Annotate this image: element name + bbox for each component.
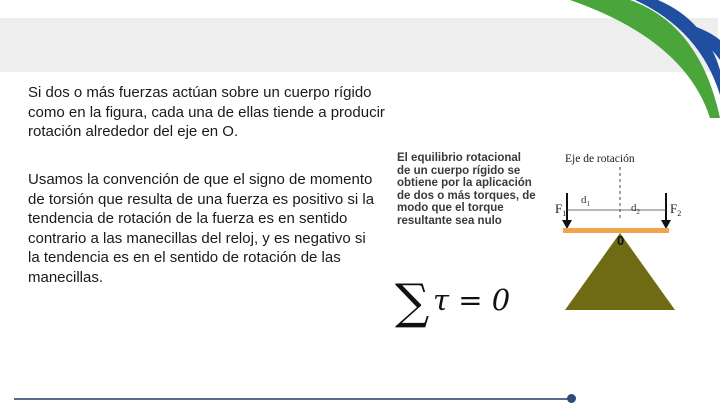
d2-label: $d_2$ — [631, 202, 640, 216]
rotation-axis-label: Eje de rotación — [565, 153, 635, 165]
force2-arrowhead — [661, 220, 671, 229]
d1-label: $d_1$ — [581, 194, 590, 208]
footer-dot-icon — [567, 394, 576, 403]
lever-beam — [563, 228, 669, 233]
force1-arrowhead — [562, 220, 572, 229]
intro-paragraph: Si dos o más fuerzas actúan sobre un cuerpo rígido como en la figura, cada una de ellas tiende a producir rotación alrededor del eje en O. — [28, 84, 385, 140]
footer-line — [14, 398, 572, 400]
pivot-label: 0 — [617, 233, 625, 248]
torque-equilibrium-figure — [389, 148, 683, 328]
sign-convention-paragraph: Usamos la convención de que el signo de momento de torsión que resulta de una fuerza es positivo si la tendencia de rotación de la fuerza es en sentido contrario a las manecillas del reloj, y es negativo si la tendencia es en el sentido de rotación de las manecillas. — [28, 171, 375, 286]
lever-diagram — [389, 148, 683, 328]
figure-caption: El equilibrio rotacional de un cuerpo rígido se obtiene por la aplicación de dos o más torques, de modo que el torque resultante sea nulo — [397, 152, 536, 227]
equation-text: τ = 0 — [433, 283, 511, 317]
force2-label: $F_2$ — [670, 201, 682, 218]
force1-label: $F_1$ — [555, 201, 567, 218]
equation-sigma: ∑ — [395, 274, 430, 328]
brand-swoosh-icon — [550, 0, 720, 118]
